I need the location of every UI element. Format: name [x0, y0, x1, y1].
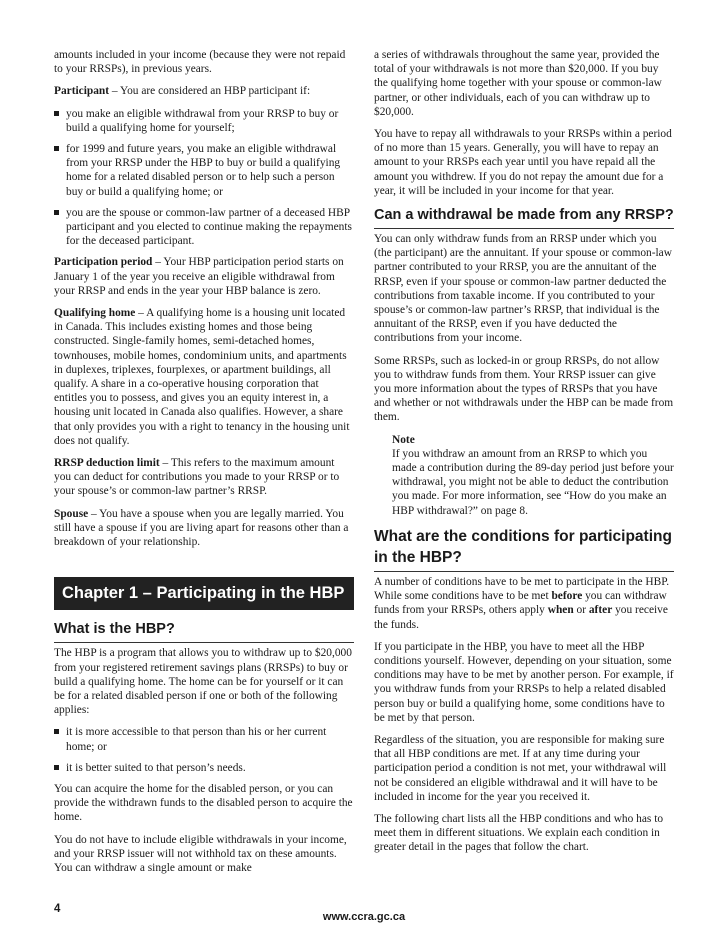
list-item [54, 206, 354, 249]
right-column [374, 48, 674, 863]
bullet-square-icon [54, 765, 59, 770]
list-item [54, 761, 354, 775]
definition-participation-period [54, 255, 354, 298]
withdrawal-series-paragraph: a series of withdrawals throughout the same year, provided the total of your withdrawals is not more than $20,000. If you buy the qualifying home together with your spouse or common-law partner, or other individuals, each of you can withdraw up to $20,000. [374, 49, 662, 118]
chapter-title: Chapter 1 – Participating in the HBP [54, 577, 354, 610]
note-block [392, 433, 674, 518]
definition-participant [54, 84, 354, 98]
list-item [54, 107, 354, 135]
note-title: Note [392, 433, 415, 446]
emphasis-after: after [588, 604, 613, 617]
term-qualifying-home: Qualifying home [54, 307, 136, 320]
section-heading-conditions: What are the conditions for participating in the HBP? [374, 526, 674, 572]
list-item-text: you make an eligible withdrawal from your RRSP to buy or build a qualifying home for yourself; [66, 107, 339, 134]
emphasis-when: when [547, 604, 574, 617]
conditions-paragraph-2: If you participate in the HBP, you have to meet all the HBP conditions yourself. However, depending on your situation, some conditions may have to be met by another person. For example, if you withdraw funds from your RRSPs to help a related disabled person buy or build a qualifying home, some conditions have to be met by that person. [374, 640, 674, 724]
intro-paragraph: amounts included in your income (because they were not repaid to your RRSPs), in previous years. [54, 49, 346, 76]
definition-text: – You have a spouse when you are legally married. You still have a spouse if you are living apart for reasons other than a breakdown of your relationship. [54, 507, 349, 549]
bullet-square-icon [54, 111, 59, 116]
definition-text: – Your HBP participation period starts on January 1 of the year you receive an eligible withdrawal from your RRSP and ends in the year your HBP balance is zero. [54, 256, 344, 297]
list-item-text: it is more accessible to that person than his or her current home; or [66, 726, 327, 753]
repay-paragraph: You have to repay all withdrawals to your RRSPs within a period of no more than 15 years. Generally, you will have to repay an amount to your RRSPs each year until you have repaid all the amount you withdrew. If you do not repay the amount due for a year, it will be included in your income for that year. [374, 128, 672, 197]
emphasis-before: before [551, 590, 583, 603]
term-rrsp-deduction-limit: RRSP deduction limit [54, 457, 160, 470]
text-run: you receive the funds. [374, 604, 668, 631]
text-run: you can withdraw funds from your RRSPs, others apply [374, 590, 667, 617]
what-is-paragraph-2: You can acquire the home for the disabled person, or you can provide the withdrawn funds to the disabled person to acquire the home. [54, 782, 353, 824]
text-run: A number of conditions have to be met to participate in the HBP. While some conditions have to be met [374, 575, 670, 603]
left-column [54, 48, 354, 883]
what-is-paragraph-3: You do not have to include eligible withdrawals in your income, and your RRSP issuer will not withhold tax on these amounts. You can withdraw a single amount or make [54, 833, 347, 874]
section-heading-withdrawal-any-rrsp: Can a withdrawal be made from any RRSP? [374, 206, 674, 229]
definition-spouse [54, 507, 354, 550]
bullet-square-icon [54, 729, 59, 734]
definition-text: – A qualifying home is a housing unit located in Canada. This includes existing homes and those being constructed. Single-family homes, semi-detached homes, townhouses, mobile homes, condominium units, and apartments in duplexes, triplexes, fourplexes, or apartment buildings, all qualify. A share in a co-operative housing corporation that entitles you to possess, and gives you an equity interest in, a housing unit located in Canada also qualifies. However, a share that only provides you with a right to tenancy in the housing unit does not qualify. [54, 307, 350, 447]
section-heading-what-is-hbp: What is the HBP? [54, 620, 354, 643]
bullet-square-icon [54, 146, 59, 151]
footer-url: www.ccra.gc.ca [322, 911, 406, 923]
what-is-paragraph-1: The HBP is a program that allows you to withdraw up to $20,000 from your registered retirement savings plans (RRSPs) to buy or build a qualifying home. The home can be for yourself or it can be for a related disabled person if one or both of the following applies: [54, 647, 352, 717]
list-item [54, 725, 354, 753]
list-item-text: it is better suited to that person’s needs. [66, 761, 246, 774]
bullet-square-icon [54, 210, 59, 215]
text-run: or [573, 604, 589, 617]
definition-rrsp-deduction-limit [54, 456, 354, 499]
list-item-text: for 1999 and future years, you make an eligible withdrawal from your RRSP under the HBP to buy or build a qualifying home for a related disabled person or to help such a person buy or build a qualifying home; or [66, 143, 341, 198]
list-item-text: you are the spouse or common-law partner of a deceased HBP participant and you elected to continue making the repayments for the deceased participant. [66, 206, 352, 248]
note-text: If you withdraw an amount from an RRSP to which you made a contribution during the 89-day period just before your withdrawal, you might not be able to deduct the contribution you made. For more information, see “How do you make an HBP withdrawal?” on page 8. [392, 447, 674, 517]
withdrawal-paragraph-1: You can only withdraw funds from an RRSP under which you (the participant) are the annuitant. If your spouse or common-law partner contributed to your RRSP, you are the annuitant of the RRSP, even if your spouse or common-law partner deducted the contributions from taxable income. If you contributed to your spouse’s or common-law partner’s RRSP, that individual is the annuitant of the RRSP, even if you have deducted the contributions from your income. [374, 233, 672, 345]
definition-text: – You are considered an HBP participant if: [109, 85, 311, 98]
term-spouse: Spouse [54, 507, 89, 520]
what-is-bullet-list [54, 725, 354, 775]
conditions-paragraph-4: The following chart lists all the HBP conditions and who has to meet them in different situations. We explain each condition in greater detail in the pages that follow the chart. [374, 812, 664, 854]
conditions-paragraph-1 [374, 575, 674, 632]
page-number: 4 [54, 903, 61, 915]
withdrawal-paragraph-2: Some RRSPs, such as locked-in or group RRSPs, do not allow you to withdraw funds from them. Your RRSP issuer can give you more information about the types of RRSPs that you have and whether or not withdrawals under the HBP can be made from them. [374, 354, 674, 424]
participant-bullet-list [54, 107, 354, 249]
term-participation-period: Participation period [54, 256, 153, 269]
term-participant: Participant [54, 85, 110, 98]
conditions-paragraph-3: Regardless of the situation, you are responsible for making sure that all HBP conditions are met. If at any time during your participation period a condition is not met, your withdrawal will not be considered an eligible withdrawal and it will have to be included in income for the year you received it. [374, 733, 667, 803]
list-item [54, 142, 354, 199]
definition-qualifying-home [54, 306, 354, 448]
definition-text: – This refers to the maximum amount you can deduct for contributions you made to your RRSP or to your spouse’s or common-law partner’s RRSP. [54, 457, 340, 498]
